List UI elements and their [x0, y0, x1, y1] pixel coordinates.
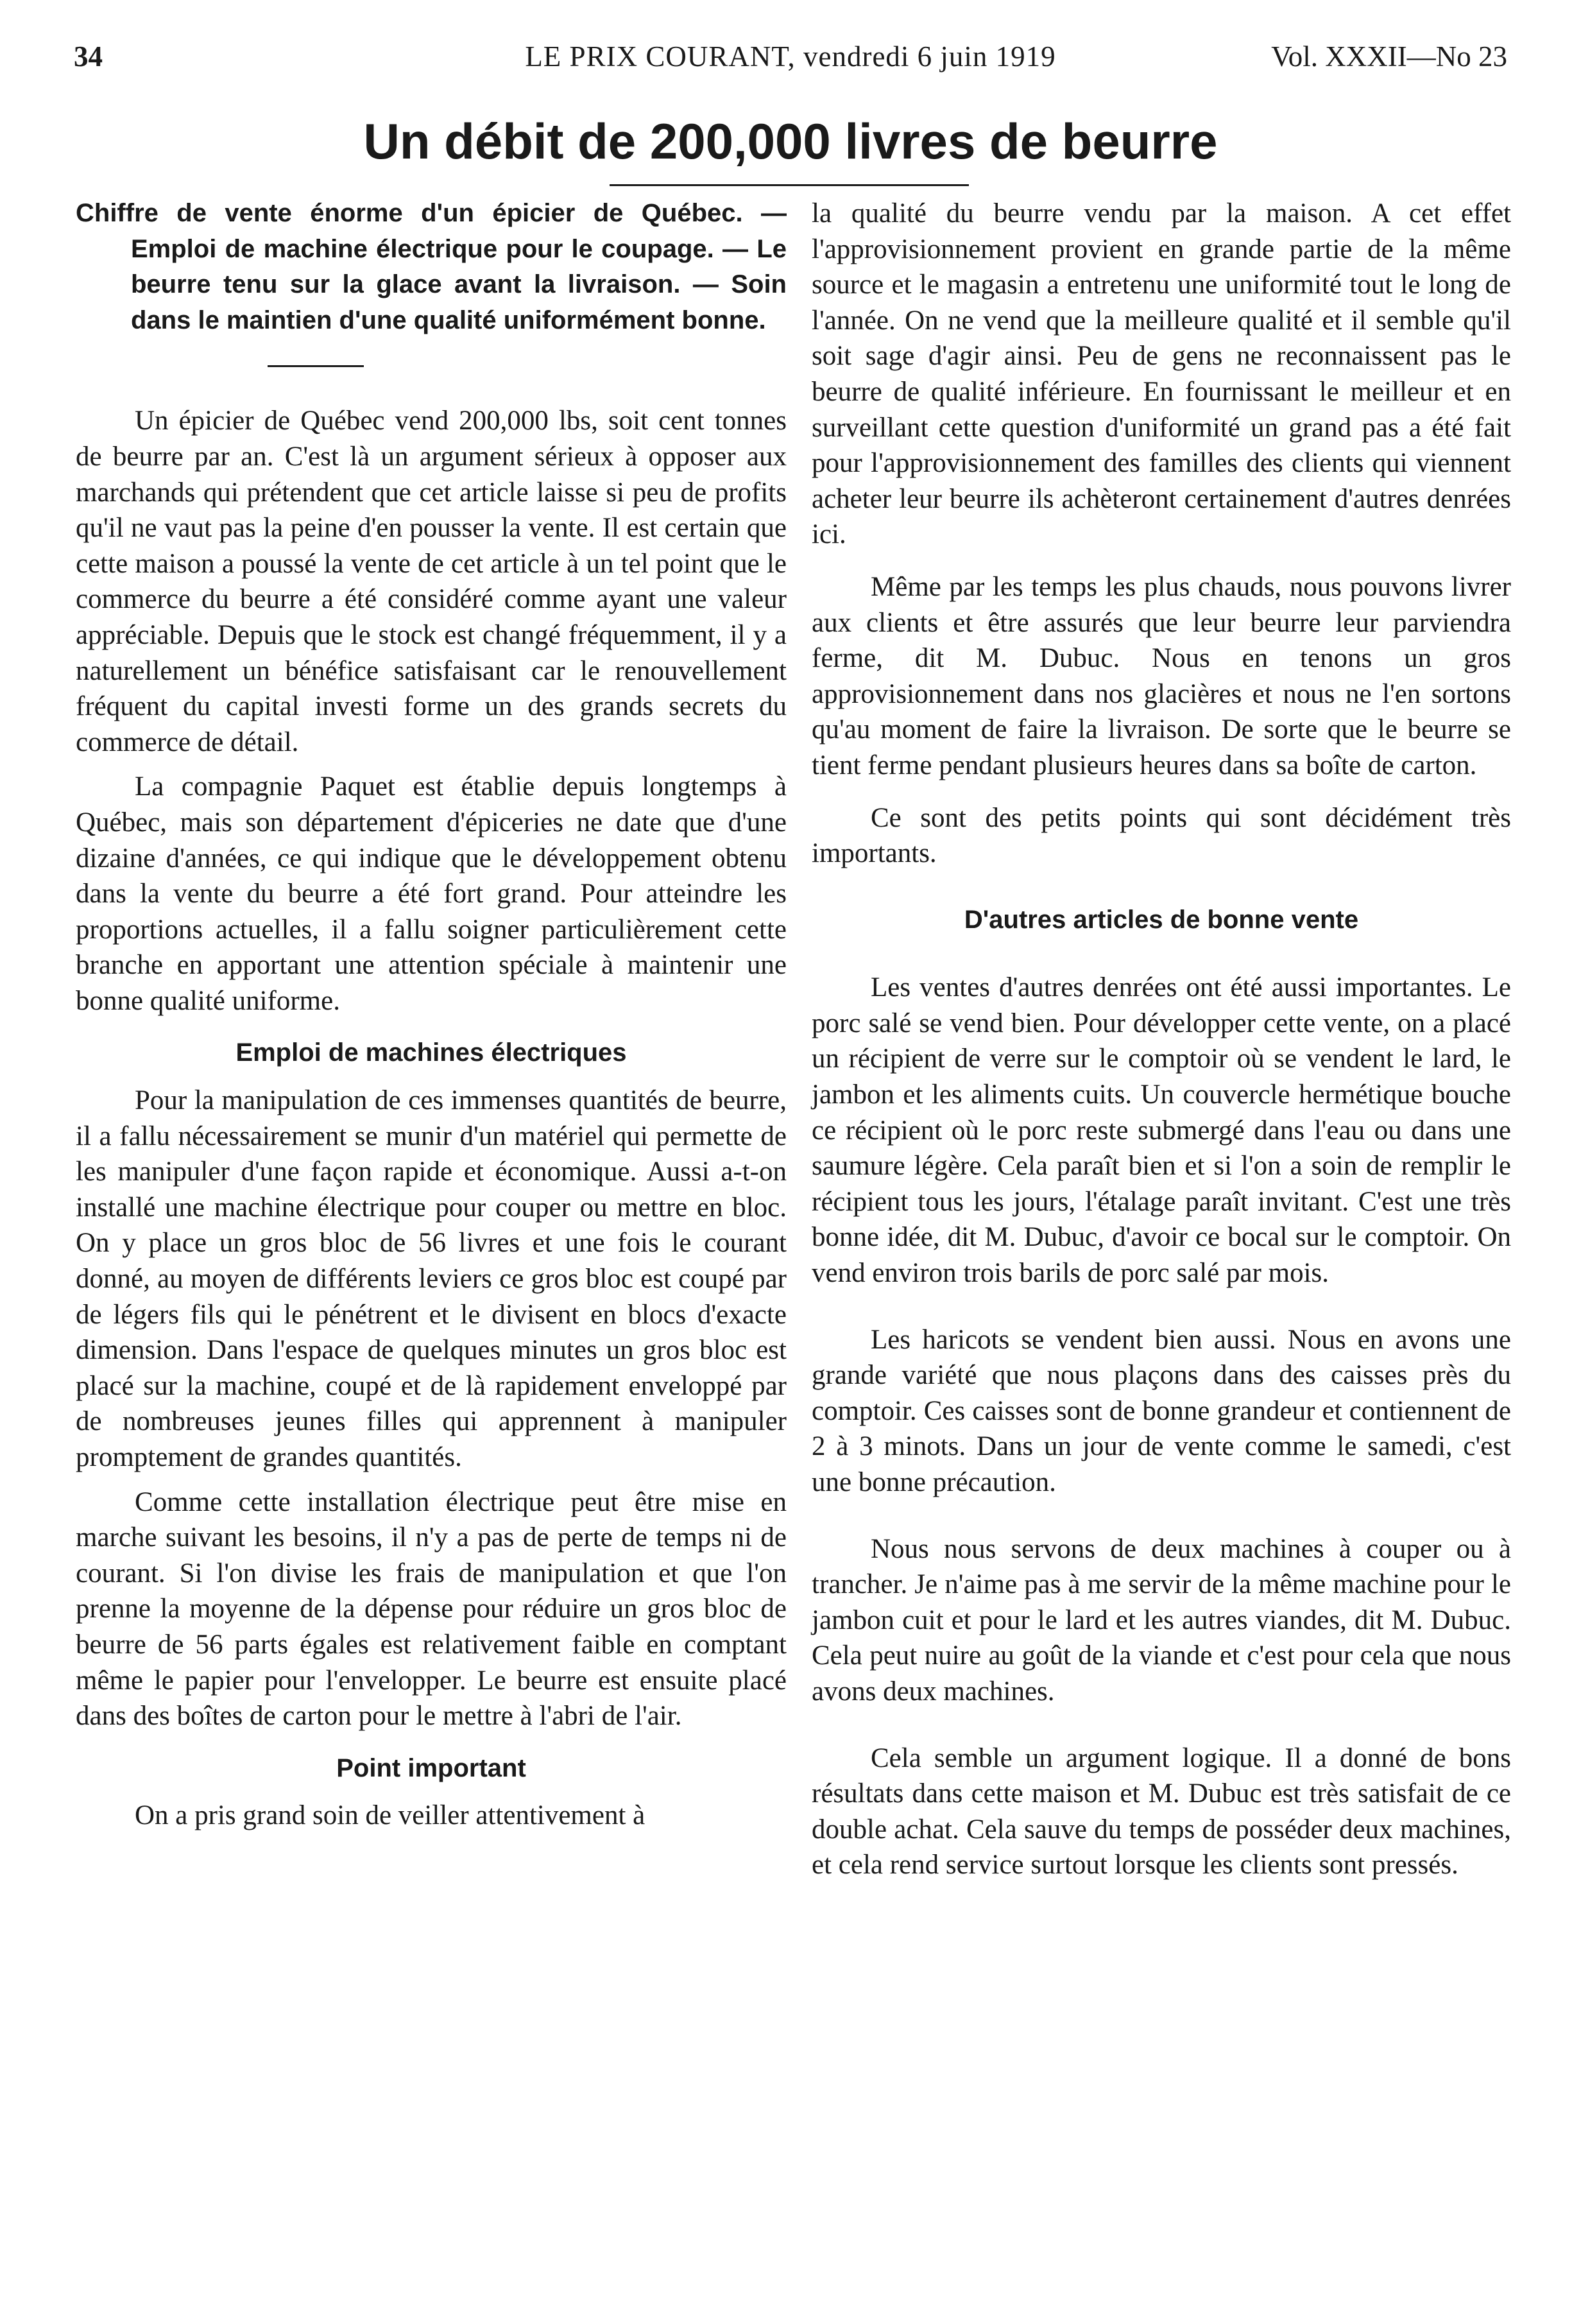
paragraph: Comme cette installation électrique peut être mise en marche suivant les besoins, il n'y a pas de perte de temps ni de courant. Si l'on divise les frais de manipulation et que l'on prenne la moyenne de la dépense pour réduire un gros bloc de beurre de 56 parts égales est relativement faible en comptant même le papier pour l'envelopper. Le beurre est ensuite placé dans des boîtes de carton pour le mettre à l'abri de l'air. — [76, 1486, 787, 1732]
left-column — [76, 196, 787, 1834]
page-number: 34 — [74, 40, 103, 73]
volume-number: Vol. XXXII—No 23 — [1271, 40, 1507, 73]
running-header — [74, 37, 1507, 76]
article-title: Un débit de 200,000 livres de beurre — [363, 113, 1218, 169]
title-rule — [610, 184, 969, 186]
paragraph: On a pris grand soin de veiller attentivement à — [135, 1800, 645, 1831]
section-heading-point: Point important — [336, 1753, 526, 1782]
paragraph: la qualité du beurre vendu par la maison. A cet effet l'approvisionnement provient en grande partie de la même source et le magasin a entretenu une uniformité tout le long de l'année. On ne vend que la meilleure qualité et il semble qu'il soit sage d'agir ainsi. Peu de gens ne reconnaissent pas le beurre de qualité inférieure. En fournissant le meilleur et en surveillant cette question d'uniformité un grand pas a été fait pour l'approvisionnement des familles des clients qui viennent acheter leur beurre ils achèteront certainement d'autres denrées ici. — [812, 198, 1511, 550]
paragraph: Cela semble un argument logique. Il a donné de bons résultats dans cette maison et M. Dubuc est très satisfait de ce double achat. Cela sauve du temps de posséder deux machines, et cela rend service surtout lorsque les clients sont pressés. — [812, 1743, 1511, 1881]
subtitle-rule — [268, 365, 364, 367]
paragraph: Même par les temps les plus chauds, nous pouvons livrer aux clients et être assurés que leur beurre leur parviendra ferme, dit M. Dubuc. Nous en tenons un gros approvisionnement dans nos glacières et nous ne l'en sortons qu'au moment de faire la livraison. De sorte que le beurre se tient ferme pendant plusieurs heures dans sa boîte de carton. — [812, 571, 1511, 780]
paragraph: Les haricots se vendent bien aussi. Nous en avons une grande variété que nous plaçons dans des caisses près du comptoir. Ces caisses sont de bonne grandeur et contiennent de 2 à 3 minots. Dans un jour de vente comme le samedi, c'est une bonne précaution. — [812, 1324, 1511, 1497]
paragraph: La compagnie Paquet est établie depuis longtemps à Québec, mais son département d'épiceries ne date que d'une dizaine d'années, ce qui indique que le développement obtenu dans la vente du beurre a été fort grand. Pour atteindre les proportions actuelles, il a fallu soigner particulièrement cette branche en apportant une attention spéciale à maintenir une bonne qualité uniforme. — [76, 771, 787, 1016]
paragraph: Les ventes d'autres denrées ont été aussi importantes. Le porc salé se vend bien. Pour développer cette vente, on a placé un récipient de verre sur le comptoir où se vendent le lard, le jambon et les aliments cuits. Un couvercle hermétique bouche ce récipient où le porc reste submergé dans l'eau ou dans une saumure légère. Cela paraît bien et si l'on a soin de remplir le récipient tous les jours, l'étalage paraît invitant. C'est une très bonne idée, dit M. Dubuc, d'avoir ce bocal sur le comptoir. On vend environ trois barils de porc salé par mois. — [812, 972, 1511, 1289]
paragraph: Ce sont des petits points qui sont décidément très importants. — [812, 802, 1511, 869]
publication-line: LE PRIX COURANT, vendredi 6 juin 1919 — [525, 40, 1056, 73]
paragraph: Nous nous servons de deux machines à couper ou à trancher. Je n'aime pas à me servir de la même machine pour le jambon cuit et pour le lard et les autres viandes, dit M. Dubuc. Cela peut nuire au goût de la viande et c'est pour cela que nous avons deux machines. — [812, 1533, 1511, 1707]
section-heading-autres: D'autres articles de bonne vente — [964, 905, 1359, 934]
article-subtitle: Chiffre de vente énorme d'un épicier de Québec. — Emploi de machine électrique pour le coupage. — Le beurre tenu sur la glace avant la livraison. — Soin dans le maintien d'une qualité uniformément bonne. — [76, 199, 787, 334]
section-heading-machines: Emploi de machines électriques — [235, 1038, 627, 1067]
paragraph: Pour la manipulation de ces immenses quantités de beurre, il a fallu nécessairement se munir d'un matériel qui permette de les manipuler d'une façon rapide et économique. Aussi a-t-on installé une machine électrique pour couper ou mettre en bloc. On y place un gros bloc de 56 livres et une fois le courant donné, au moyen de différents leviers ce gros bloc est coupé par de légers fils qui le pénétrent et le divisent en blocs d'exacte dimension. Dans l'espace de quelques minutes un gros bloc est placé sur la machine, coupé et de là rapidement enveloppé par de nombreuses jeunes filles qui apprennent à manipuler promptement de grandes quantités. — [76, 1085, 787, 1472]
right-column — [812, 196, 1511, 1883]
paragraph: Un épicier de Québec vend 200,000 lbs, soit cent tonnes de beurre par an. C'est là un argument sérieux à opposer aux marchands qui prétendent que cet article laisse si peu de profits qu'il ne vaut pas la peine d'en pousser la vente. Il est certain que cette maison a poussé la vente de cet article à un tel point que le commerce du beurre a été considéré comme ayant une valeur appréciable. Depuis que le stock est changé fréquemment, il y a naturellement un bénéfice satisfaisant car le renouvellement fréquent du capital investi forme un des grands secrets du commerce de détail. — [76, 406, 787, 757]
